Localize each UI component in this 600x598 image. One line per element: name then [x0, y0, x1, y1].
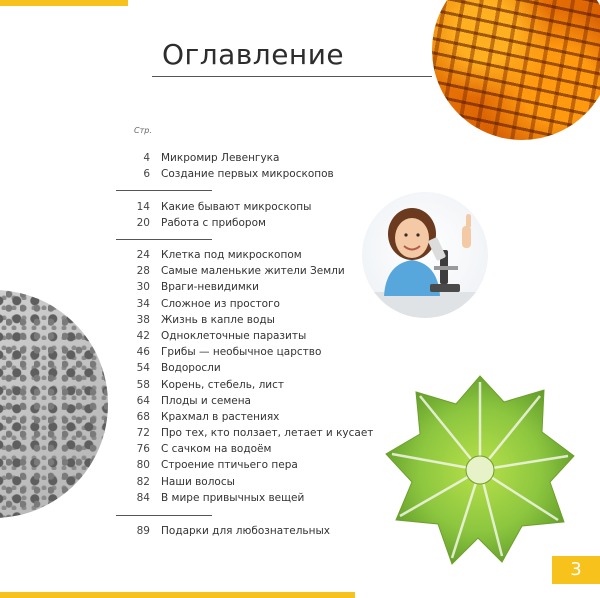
- toc-item[interactable]: [0, 393, 380, 409]
- toc-item-page: 58: [136, 378, 150, 391]
- top-accent-bar: [0, 0, 128, 6]
- page-title: Оглавление: [162, 38, 345, 71]
- toc-item-page: 6: [143, 168, 150, 181]
- toc-item[interactable]: [0, 409, 380, 425]
- toc-item[interactable]: [0, 263, 380, 279]
- toc-item-page: 68: [136, 410, 150, 423]
- toc-item-title: Жизнь в капле воды: [161, 313, 275, 326]
- toc-item-page: 54: [136, 362, 150, 375]
- toc-item[interactable]: [0, 328, 380, 344]
- toc-item-title: Враги-невидимки: [161, 281, 259, 294]
- toc-group-1: [0, 150, 380, 182]
- toc-group-4: [0, 523, 380, 539]
- toc-item-page: 46: [136, 346, 150, 359]
- toc-item[interactable]: [0, 150, 380, 166]
- toc-item-title: Самые маленькие жители Земли: [161, 265, 345, 278]
- toc-item-title: С сачком на водоём: [161, 443, 272, 456]
- toc-item-page: 72: [136, 427, 150, 440]
- toc-group-2: [0, 199, 380, 231]
- diatom-algae-photo: [382, 372, 578, 572]
- section-divider: [116, 239, 212, 240]
- title-underline: [152, 76, 432, 77]
- girl-with-microscope-photo: [362, 192, 488, 318]
- toc-item[interactable]: [0, 377, 380, 393]
- toc-item-title: Работа с прибором: [161, 217, 266, 230]
- toc-item[interactable]: [0, 279, 380, 295]
- toc-item-page: 89: [136, 525, 150, 537]
- toc-item-page: 42: [136, 329, 150, 342]
- toc-item-page: 84: [136, 491, 150, 504]
- toc-item-page: 24: [136, 249, 150, 261]
- toc-item[interactable]: [0, 344, 380, 360]
- toc-item[interactable]: [0, 199, 380, 215]
- page-column-label: Стр.: [134, 126, 152, 135]
- toc-item-page: 34: [136, 297, 150, 310]
- toc-item[interactable]: [0, 312, 380, 328]
- toc-item-page: 14: [136, 201, 150, 213]
- toc-item-title: Корень, стебель, лист: [161, 378, 285, 391]
- toc-item-title: Про тех, кто ползает, летает и кусает: [161, 427, 374, 440]
- toc-item-title: Наши волосы: [161, 475, 235, 488]
- toc-item-title: Одноклеточные паразиты: [161, 329, 307, 342]
- toc-item[interactable]: [0, 474, 380, 490]
- toc-item-title: Сложное из простого: [161, 297, 280, 310]
- section-divider: [116, 515, 212, 516]
- toc-item-title: В мире привычных вещей: [161, 491, 305, 504]
- butterfly-wing-scales-photo: [432, 0, 600, 140]
- toc-item-page: 4: [143, 152, 150, 164]
- toc-item[interactable]: [0, 523, 380, 539]
- toc-item-title: Подарки для любознательных: [161, 525, 330, 537]
- toc-item[interactable]: [0, 441, 380, 457]
- toc-item-page: 28: [136, 265, 150, 278]
- toc-item-title: Плоды и семена: [161, 394, 251, 407]
- toc-item-page: 80: [136, 459, 150, 472]
- toc-item[interactable]: [0, 296, 380, 312]
- toc-group-3: [0, 247, 380, 506]
- toc-item[interactable]: [0, 425, 380, 441]
- toc-item[interactable]: [0, 457, 380, 473]
- toc-item-page: 30: [136, 281, 150, 294]
- toc-item-title: Строение птичьего пера: [161, 459, 298, 472]
- toc-item[interactable]: [0, 215, 380, 231]
- page-number: 3: [552, 556, 600, 584]
- section-divider: [116, 190, 212, 191]
- toc-item-title: Микромир Левенгука: [161, 152, 280, 164]
- toc-item-page: 76: [136, 443, 150, 456]
- toc-item[interactable]: [0, 166, 380, 182]
- toc-item-page: 38: [136, 313, 150, 326]
- toc-item[interactable]: [0, 360, 380, 376]
- toc-item-title: Создание первых микроскопов: [161, 168, 334, 181]
- toc-item-page: 20: [136, 217, 150, 230]
- toc-item-title: Крахмал в растениях: [161, 410, 280, 423]
- toc-item-page: 64: [136, 394, 150, 407]
- toc-item[interactable]: [0, 490, 380, 506]
- bottom-accent-bar: [0, 592, 355, 598]
- toc-item-title: Клетка под микроскопом: [161, 249, 302, 261]
- toc-item-page: 82: [136, 475, 150, 488]
- toc-item-title: Водоросли: [161, 362, 221, 375]
- toc-item-title: Грибы — необычное царство: [161, 346, 322, 359]
- toc-item-title: Какие бывают микроскопы: [161, 201, 312, 213]
- toc-item[interactable]: [0, 247, 380, 263]
